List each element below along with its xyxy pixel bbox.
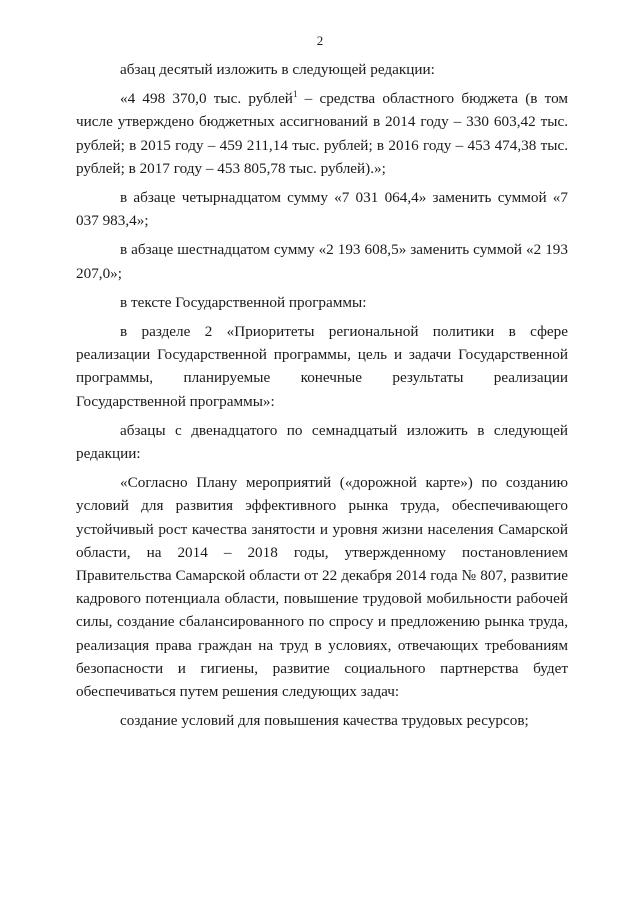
paragraph-budget-amounts (76, 87, 568, 180)
paragraph: в тексте Государственной программы: (120, 293, 367, 311)
paragraph: в разделе 2 «Приоритеты региональной политики в сфере реализации Государственной программы, цель и задачи Государственной программы, планируемые конечные результаты реализации Государственной программы»: (76, 323, 568, 410)
page-number: 2 (316, 33, 324, 48)
paragraph: в абзаце четырнадцатом сумму «7 031 064,4» заменить суммой «7 037 983,4»; (76, 189, 568, 230)
paragraph: абзацы с двенадцатого по семнадцатый изложить в следующей редакции: (76, 421, 568, 463)
amount-detail-text: – средства областного бюджета (в том числе утверждено бюджетных ассигнований в 2014 году – 330 603,42 тыс. рублей; в 2015 году – 459 211,14 тыс. рублей; в 2016 году – 453 474,38 тыс. рублей; в 2017 году – 453 805,78 тыс. рублей).»; (76, 90, 568, 177)
document-body (76, 58, 568, 732)
paragraph: в абзаце шестнадцатом сумму «2 193 608,5» заменить суммой «2 193 207,0»; (76, 241, 568, 282)
amount-text: «4 498 370,0 тыс. рублей (120, 90, 293, 108)
paragraph: абзац десятый изложить в следующей редакции: (120, 61, 435, 78)
paragraph-quote: «Согласно Плану мероприятий («дорожной карте») по созданию условий для развития эффективного рынка труда, обеспечивающего устойчивый рост качества занятости и уровня жизни населения Самарской области, на 2014 – 2018 годы, утвержденному постановлением Правительства Самарской области от 22 декабря 2014 года № 807, развитие кадрового потенциала области, повышение трудовой мобильности рабочей силы, создание сбалансированного по спросу и предложению рынка труда, реализация права граждан на труд в условиях, отвечающих требованиям безопасности и гигиены, развитие социального партнерства будет обеспечиваться путем решения следующих задач: (76, 474, 568, 701)
paragraph: создание условий для повышения качества трудовых ресурсов; (120, 712, 529, 730)
footnote-marker: 1 (292, 89, 298, 100)
